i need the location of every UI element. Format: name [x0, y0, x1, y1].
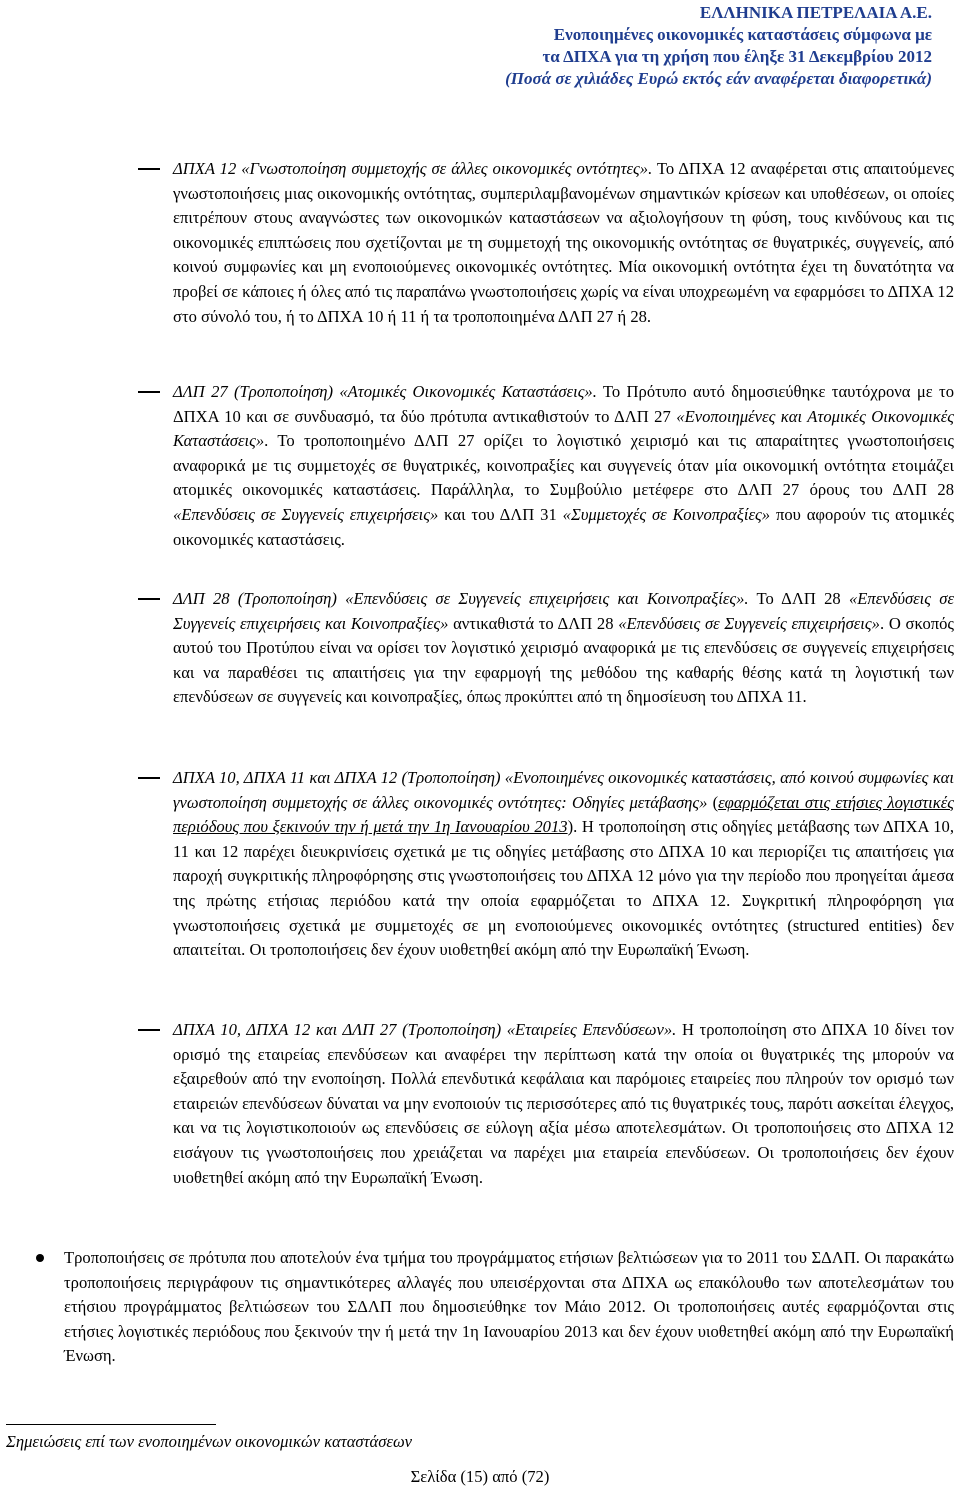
- dash-marker: [138, 598, 160, 600]
- item-quote: «Επενδύσεις σε Συγγενείς επιχειρήσεις και Κοινοπραξίες»: [173, 589, 954, 633]
- dash-marker: [138, 777, 160, 779]
- item-body: Το ΔΛΠ 28: [748, 589, 849, 608]
- list-item-text: [173, 1018, 954, 1190]
- item-body: Η τροποποίηση στο ΔΠΧΑ 10 δίνει τον ορισμό της εταιρείας επενδύσεων και αναφέρει την περίπτωση κατά την οποία οι θυγατρικές της μπορούν να εξαιρεθούν από την ενοποίηση. Πολλά επενδυτικά κεφάλαια και παρόμοιες εταιρείες που πληρούν τον ορισμό των εταιρειών επενδύσεων δύναται να μην ενοποιούν τις περισσότερες από τις θυγατρικές τους, παρότι ασκείται έλεγχος, και να τις λογιστικοποιούν ως επενδύσεις σε εύλογη αξία μέσω αποτελεσμάτων. Οι τροποποιήσεις στο ΔΠΧΑ 12 εισάγουν τις γνωστοποιήσεις που χρειάζεται να παρέχει μια εταιρεία επενδύσεων. Οι τροποποιήσεις δεν έχουν υιοθετηθεί ακόμη από την Ευρωπαϊκή Ένωση.: [173, 1020, 954, 1187]
- dash-marker: [138, 1029, 160, 1031]
- header-subtitle-2: τα ΔΠΧΑ για τη χρήση που έληξε 31 Δεκεμβρίου 2012: [542, 47, 932, 66]
- list-item-text: [173, 766, 954, 963]
- item-body: και του ΔΛΠ 31: [438, 504, 563, 524]
- item-quote: «Ενοποιημένες και Ατομικές Οικονομικές Καταστάσεις»: [173, 406, 954, 451]
- item-body: ). Η τροποποίηση στις οδηγίες μετάβασης των ΔΠΧΑ 10, 11 και 12 παρέχει διευκρινίσεις σχετικά με τις οδηγίες μετάβασης στο ΔΠΧΑ 10 και περιορίζει τις απαιτήσεις για παροχή συγκριτικής πληροφόρησης στις γνωστοποιήσεις του ΔΠΧΑ 12 μόνο για την περίοδο που προηγείται άμεσα της πρώτης ετήσιας περιόδου κατά την οποία εφαρμόζεται το ΔΠΧΑ 12. Συγκριτική πληροφόρηση για γνωστοποιήσεις σχετικά με συμμετοχές σε μη ενοποιούμενες οικονομικές οντότητες (structured entities) δεν απαιτείται. Οι τροποποιήσεις δεν έχουν υιοθετηθεί ακόμη από την Ευρωπαϊκή Ένωση.: [173, 817, 954, 960]
- header-amount-note: (Ποσά σε χιλιάδες Ευρώ εκτός εάν αναφέρεται διαφορετικά): [505, 69, 932, 88]
- item-body: . Ο σκοπός αυτού του Προτύπου είναι να ορίσει τον λογιστικό χειρισμό αναφορικά με τις επενδύσεις σε συγγενείς επιχειρήσεις και να παραθέσει τις απαιτήσεις για την εφαρμογή της μεθόδου της καθαρής θέσης κατά τη λογιστική των επενδύσεων σε συγγενείς και κοινοπραξίες, όπως προκύπτει από τη δημοσίευση του ΔΠΧΑ 11.: [173, 613, 954, 707]
- item-title: ΔΠΧΑ 10, ΔΠΧΑ 11 και ΔΠΧΑ 12 (Τροποποίηση) «Ενοποιημένες οικονομικές καταστάσεις, από κοινού συμφωνίες και γνωστοποίηση συμμετοχής σε άλλες οικονομικές οντότητες: Οδηγίες μετάβασης»: [173, 768, 954, 812]
- dash-marker: [138, 391, 160, 393]
- item-body: που αφορούν τις ατομικές οικονομικές καταστάσεις.: [173, 504, 954, 549]
- page-header: [172, 2, 932, 90]
- page-number: Σελίδα (15) από (72): [410, 1467, 550, 1486]
- bullet-marker: [36, 1254, 44, 1262]
- footer-divider: [6, 1424, 216, 1425]
- list-item-text: [173, 380, 954, 552]
- item-title: ΔΠΧΑ 12 «Γνωστοποίηση συμμετοχής σε άλλες οικονομικές οντότητες».: [173, 159, 653, 178]
- item-body: Το ΔΠΧΑ 12 αναφέρεται στις απαιτούμενες γνωστοποιήσεις μιας οικονομικής οντότητας, συμπεριλαμβανομένων σημαντικών κρίσεων και υποθέσεων, οι οποίες επιτρέπουν στους αναγνώστες των οικονομικών καταστάσεων να αξιολογήσουν τη φύση, τους κινδύνους και τις οικονομικές επιπτώσεις που σχετίζονται με τη συμμετοχή της οικονομικής οντότητας σε θυγατρικές, συγγενείς, από κοινού συμφωνίες και μη ενοποιούμενες οικονομικές οντότητες. Μία οικονομική οντότητα έχει τη δυνατότητα να προβεί σε κάποιες ή όλες από τις παραπάνω γνωστοποιήσεις χωρίς να είναι υποχρεωμένη να εφαρμόσει το ΔΠΧΑ 12 στο σύνολό του, ή το ΔΠΧΑ 10 ή 11 ή τα τροποποιημένα ΔΛΠ 27 ή 28.: [173, 159, 954, 326]
- item-body: . Το τροποποιημένο ΔΛΠ 27 ορίζει το λογιστικό χειρισμό και τις απαραίτητες γνωστοποιήσεις αναφορικά με τις συμμετοχές σε θυγατρικές, κοινοπραξίες και συγγενείς όταν μία οικονομική οντότητα ετοιμάζει ατομικές οικονομικές καταστάσεις. Παράλληλα, το Συμβούλιο μετέφερε στο ΔΛΠ 27 όρους του ΔΛΠ 28: [173, 431, 954, 500]
- list-item-text: [173, 587, 954, 710]
- header-subtitle-1: Ενοποιημένες οικονομικές καταστάσεις σύμφωνα με: [553, 25, 932, 44]
- effective-date-note: εφαρμόζεται στις ετήσιες λογιστικές περιόδους που ξεκινούν την ή μετά την 1η Ιανουαρίου 2013: [173, 792, 954, 837]
- item-title: ΔΛΠ 27 (Τροποποίηση) «Ατομικές Οικονομικές Καταστάσεις».: [173, 382, 597, 401]
- item-body: αντικαθιστά το ΔΛΠ 28: [448, 613, 619, 633]
- dash-marker: [138, 168, 160, 170]
- item-quote: «Επενδύσεις σε Συγγενείς επιχειρήσεις»: [618, 613, 880, 633]
- bullet-text: Τροποποιήσεις σε πρότυπα που αποτελούν ένα τμήμα του προγράμματος ετήσιων βελτιώσεων για το 2011 του ΣΔΛΠ. Οι παρακάτω τροποποιήσεις περιγράφουν τις σημαντικότερες αλλαγές που υπεισέρχονται στα ΔΠΧΑ ως επακόλουθο των αποτελεσμάτων του ετήσιου προγράμματος βελτιώσεων του ΣΔΛΠ που δημοσιεύθηκε τον Μάιο 2012. Οι τροποποιήσεις αυτές εφαρμόζονται στις ετήσιες λογιστικές περιόδους που ξεκινούν την ή μετά την 1η Ιανουαρίου 2013 και δεν έχουν υιοθετηθεί ακόμη από την Ευρωπαϊκή Ένωση.: [64, 1248, 954, 1366]
- item-body: Το Πρότυπο αυτό δημοσιεύθηκε ταυτόχρονα με το ΔΠΧΑ 10 και σε συνδυασμό, τα δύο πρότυπα αντικαθιστούν το ΔΛΠ 27: [173, 382, 954, 426]
- item-quote: «Επενδύσεις σε Συγγενείς επιχειρήσεις»: [173, 504, 439, 524]
- footer-caption: Σημειώσεις επί των ενοποιημένων οικονομικών καταστάσεων: [6, 1432, 413, 1451]
- company-name: ΕΛΛΗΝΙΚΑ ΠΕΤΡΕΛΑΙΑ Α.Ε.: [699, 3, 932, 22]
- item-title: ΔΛΠ 28 (Τροποποίηση) «Επενδύσεις σε Συγγενείς επιχειρήσεις και Κοινοπραξίες».: [173, 589, 749, 608]
- item-body: (: [707, 792, 719, 812]
- list-item-text: [173, 157, 954, 329]
- item-quote: «Συμμετοχές σε Κοινοπραξίες»: [562, 504, 771, 524]
- item-title: ΔΠΧΑ 10, ΔΠΧΑ 12 και ΔΛΠ 27 (Τροποποίηση) «Εταιρείες Επενδύσεων».: [173, 1020, 677, 1039]
